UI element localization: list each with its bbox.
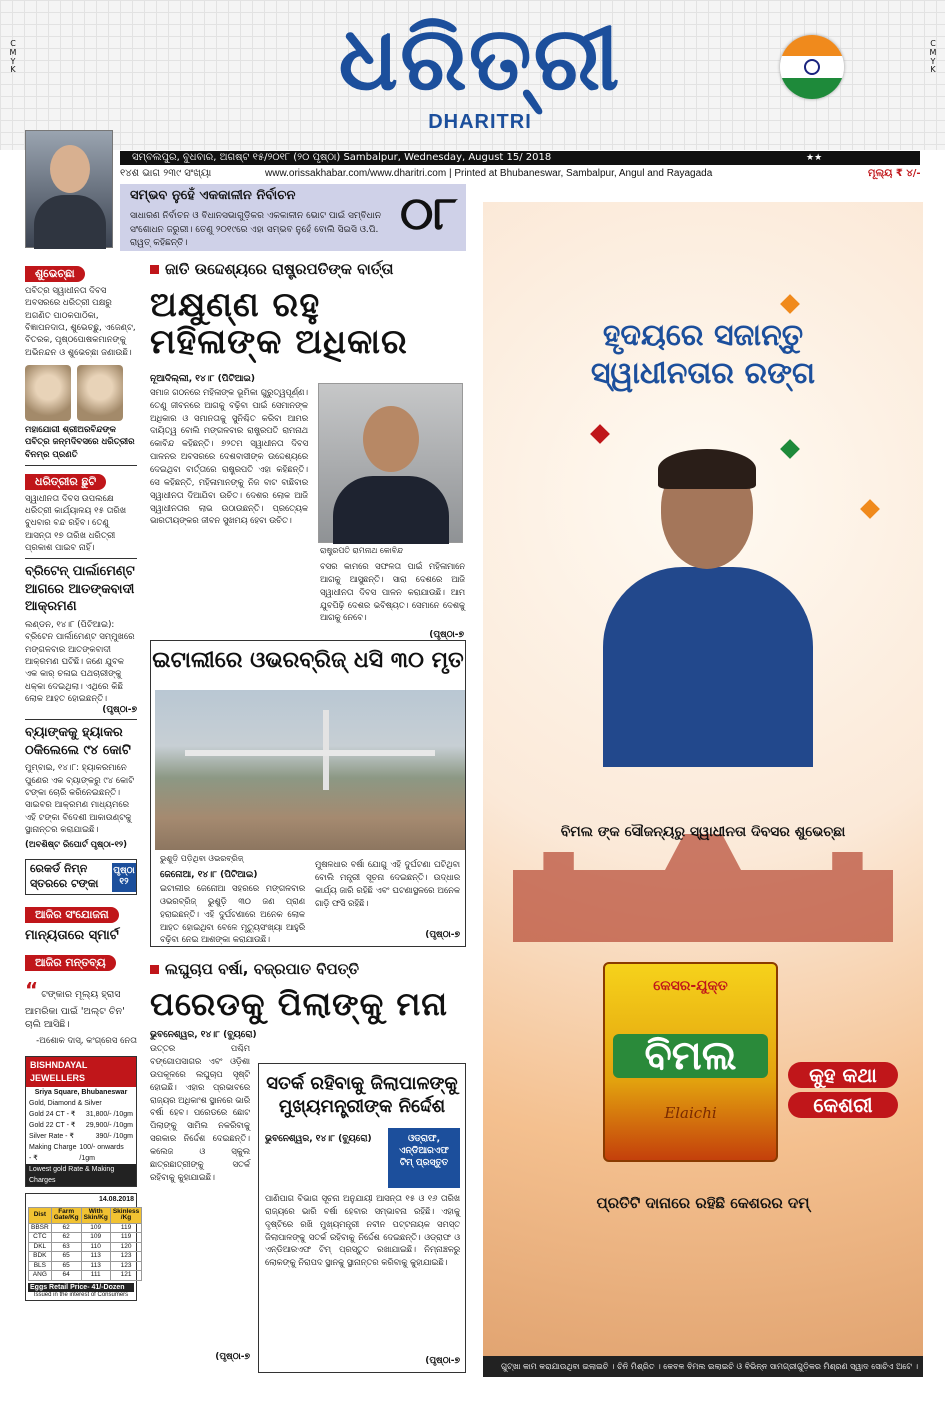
lead-continued[interactable]: (ପୃଷ୍ଠା-୭ xyxy=(429,630,464,640)
egg-price-cell: BDK xyxy=(29,1252,52,1262)
bank-hack-continued[interactable]: (ଅବଶିଷ୍ଟ ରିପୋର୍ଟ ପୃଷ୍ଠା-୧୨) xyxy=(25,840,127,851)
rupee-headline: ରେକର୍ଡ ନିମ୍ନ ସ୍ତରରେ ଟଙ୍କା xyxy=(30,862,99,891)
bank-hack-body: ମୁମ୍ବାଇ, ୧୪।୮: ହ୍ୟାକରମାନେ ପୁଣେର ଏକ ବ୍ୟାଙ୍କରୁ ୯୪ କୋଟି ଟଙ୍କା ଚୋରି କରିନେଇଛନ୍ତି। ସାଇବର ଆକ୍ରମଣ ମାଧ୍ୟମରେ ଏହି ଟଙ୍କା ବିଦେଶୀ ଆକାଉଣ୍ଟକୁ ସ୍ଥାନାନ୍ତର କରାଯାଇଛି। xyxy=(25,763,135,835)
egg-price-row xyxy=(29,1271,142,1281)
egg-price-cell: 109 xyxy=(81,1233,110,1243)
bridge-continued[interactable]: (ପୃଷ୍ଠା-୭ xyxy=(425,930,460,940)
lead-body: ସମାଜ ଗଠନରେ ମହିଳାଙ୍କ ଭୂମିକା ଗୁରୁତ୍ୱପୂର୍ଣ୍ଣ। ତେଣୁ ଜୀବନରେ ଆଗକୁ ବଢ଼ିବା ପାଇଁ ସେମାନଙ୍କ ଅଧିକାର ଓ ସମାନତାକୁ ସୁନିଶ୍ଚିତ କରିବା ଆମର ଦାୟିତ୍ୱ ବୋଲି ମଙ୍ଗଳବାର ରାଷ୍ଟ୍ରପତି ରାମନାଥ କୋବିନ୍ଦ କହିଛନ୍ତି। ୭୨ତମ ସ୍ୱାଧୀନତା ଦିବସ ପାଳନର ଅବସରରେ ଦେଶବାସୀଙ୍କ ଉଦ୍ଦେଶ୍ୟରେ ଦେଇଥିବା ବାର୍ତ୍ତାରେ ରାଷ୍ଟ୍ରପତି ଏହା କହିଛନ୍ତି। ସେ କହିଛନ୍ତି, ମହିଳାମାନଙ୍କୁ ନିଜ ବାଟ ବାଛିବାର ସ୍ୱାଧୀନତା ଦିଆଯିବା ଉଚିତ। ଦେଶର ଲୋକ ଆଜି ସ୍ୱାଧୀନତାର ଲାଭ ଉଠାଉଛନ୍ତି। ପ୍ରତ୍ୟେକ ଭାରତୀୟଙ୍କର ଜୀବନ ସୁଖମୟ ହେବା ଉଚିତ। xyxy=(150,386,308,526)
egg-price-row xyxy=(29,1233,142,1243)
red-fort-illustration xyxy=(513,822,893,942)
egg-price-cell: 64 xyxy=(51,1271,81,1281)
greeting-text: ପବିତ୍ର ସ୍ୱାଧୀନତା ଦିବସ ଅବସରରେ ଧରିତ୍ରୀ ପକ୍ଷରୁ ଅଗଣିତ ପାଠକପାଠିକା, ବିଜ୍ଞାପନଦାତା, ଶୁଭେଚ୍ଛୁ, ଏଜେଣ୍ଟ, ବିତରକ, ପୃଷ୍ଠପୋଷକମାନଙ୍କୁ ଅଭିନନ୍ଦନ ଓ ଶୁଭେଚ୍ଛା ଜଣାଉଛି। xyxy=(25,286,136,358)
egg-price-row xyxy=(29,1252,142,1262)
egg-col-header: With Skin/Kg xyxy=(81,1207,110,1223)
egg-price-cell: 113 xyxy=(81,1261,110,1271)
bank-hack-headline[interactable]: ବ୍ୟାଙ୍କକୁ ହ୍ୟାକର ଠକିଲେଲେ ୯୪ କୋଟି xyxy=(25,725,131,758)
cmyk-marks-top-right: C M Y K xyxy=(929,39,937,75)
kite-icon xyxy=(590,424,610,444)
bridge-headline[interactable]: ଇଟାଲୀରେ ଓଭରବ୍ରିଜ୍ ଧସି ୩୦ ମୃତ xyxy=(152,648,464,673)
rain-continued[interactable]: (ପୃଷ୍ଠା-୭ xyxy=(215,1352,250,1362)
holiday-tag: ଧରିତ୍ରୀର ଛୁଟି xyxy=(25,474,106,490)
gold-rate-row: Gold 22 CT - ₹ 29,900/- /10gm xyxy=(29,1121,133,1129)
kesar-badge: କୁହ କଥା କେଶରୀ xyxy=(788,1062,898,1122)
opinion-author: -ଅଶୋକ ଦାସ୍, କଂଗ୍ରେସ ନେତା xyxy=(36,1036,137,1047)
egg-price-cell: ANG xyxy=(29,1271,52,1281)
egg-price-cell: CTC xyxy=(29,1233,52,1243)
combination-headline[interactable]: ମାନ୍ୟତାରେ ସ୍ମାର୍ଟ xyxy=(25,928,119,944)
celebrity-photo xyxy=(603,457,813,767)
egg-price-cell: 123 xyxy=(110,1261,141,1271)
jeweller-address: Sriya Square, Bhubaneswar xyxy=(34,1088,128,1096)
egg-price-cell: 109 xyxy=(81,1223,110,1233)
egg-col-header: Dist xyxy=(29,1207,52,1223)
egg-price-cell: BBSR xyxy=(29,1223,52,1233)
newspaper-logo-latin: DHARITRI xyxy=(428,111,532,133)
dateline-bar: ସମ୍ବଲପୁର, ବୁଧବାର, ଅଗଷ୍ଟ ୧୫/୨୦୧୮ (୨୦ ପୃଷ୍ଠା) Sambalpur, Wednesday, August 15/ 2018 xyxy=(120,151,920,165)
lead-dateline: ନୂଆଦିଲ୍ଲୀ, ୧୪।୮ (ପିଟିଆଇ) xyxy=(150,373,256,384)
lead-kicker: ଜାତି ଉଦ୍ଦେଶ୍ୟରେ ରାଷ୍ଟ୍ରପତିଙ୍କ ବାର୍ତ୍ତା xyxy=(150,262,465,277)
egg-price-cell: 121 xyxy=(110,1271,141,1281)
president-caption: ରାଷ୍ଟ୍ରପତି ରାମନାଥ କୋବିନ୍ଦ xyxy=(320,546,404,555)
gold-rate-row: Silver Rate - ₹ 390/- /10gm xyxy=(29,1132,133,1140)
bridge-caption: ଭୁଶୁଡ଼ି ପଡ଼ିଥିବା ଓଭରବ୍ରିଜ୍ xyxy=(160,854,244,863)
pack-brand: ବିମଲ xyxy=(613,1034,768,1078)
teaser-headline: ସମ୍ଭବ ନୁହେଁ ଏକକାଳୀନ ନିର୍ବାଚନ xyxy=(130,188,296,203)
masthead xyxy=(0,0,945,150)
ad-wish-text: ବିମଲ ଙ୍କ ସୌଜନ୍ୟରୁ ସ୍ୱାଧୀନତା ଦିବସର ଶୁଭେଚ୍ଛା xyxy=(560,824,846,840)
egg-price-cell: 65 xyxy=(51,1261,81,1271)
jeweller-name: BISHNDAYAL JEWELLERS xyxy=(26,1057,136,1087)
president-photo xyxy=(318,383,463,543)
bridge-body: ଇଟାଲୀର ଜେନୋଆ ସହରରେ ମଙ୍ଗଳବାର ଓଭରବ୍ରିଜ୍ ଭୁଶୁଡ଼ି ୩୦ ଜଣ ପ୍ରାଣ ହରାଇଛନ୍ତି। ଏହି ଦୁର୍ଘଟଣାରେ ଅନେକ ଲୋକ ଆହତ ହୋଇଥିବା ବେଳେ ମୃତ୍ୟୁସଂଖ୍ୟା ଆହୁରି ବଢ଼ିବା ନେଇ ଆଶଙ୍କା କରାଯାଉଛି। xyxy=(160,883,305,945)
egg-price-cell: 113 xyxy=(81,1252,110,1262)
egg-footer-note: Issued in the interest of Consumers xyxy=(33,1291,129,1298)
lead-body-2: ବସର କାମରେ ସଫଳତା ପାଇଁ ମହିଳାମାନେ ଆଗକୁ ଆସୁଛନ୍ତି। ସାରା ଦେଶରେ ଆଜି ସ୍ୱାଧୀନତା ଦିବସ ପାଳନ କରାଯାଉଛି। ଆମ ଯୁବପିଢ଼ି ଦେଶର ଭବିଷ୍ୟତ। ସେମାନେ ଦେଶକୁ ଆଗକୁ ନେବେ। xyxy=(320,561,465,623)
cm-continued[interactable]: (ପୃଷ୍ଠା-୭ xyxy=(425,1356,460,1366)
egg-col-header: Farm Gate/Kg xyxy=(51,1207,81,1223)
india-flag-icon xyxy=(780,35,844,99)
bridge-dateline: ଜେନୋଆ, ୧୪।୮ (ପିଟିଆଇ) xyxy=(160,870,258,880)
egg-price-cell: 63 xyxy=(51,1242,81,1252)
cmyk-marks-top-left: C M Y K xyxy=(9,39,17,75)
cm-body: ପାଣିପାଗ ବିଭାଗ ସୂଚନା ଅନୁଯାୟୀ ଆସନ୍ତା ୧୫ ଓ ୧୬ ତାରିଖ ରାଜ୍ୟରେ ଭାରି ବର୍ଷା ହେବାର ସମ୍ଭାବନା ରହିଛି। ଏହାକୁ ଦୃଷ୍ଟିରେ ରଖି ମୁଖ୍ୟମନ୍ତ୍ରୀ ନବୀନ ପଟ୍ଟନାୟକ ସମସ୍ତ ଜିଲାପାଳଙ୍କୁ ସତର୍କ ରହିବାକୁ ନିର୍ଦ୍ଦେଶ ଦେଇଛନ୍ତି। ଓଡ୍ରାଫ ଓ ଏନ୍‌ଡିଆରଏଫ ଟିମ୍ ପ୍ରସ୍ତୁତ ରଖାଯାଇଛି। ନିମ୍ନାଞ୍ଚଳରୁ ଲୋକଙ୍କୁ ନିରାପଦ ସ୍ଥାନକୁ ସ୍ଥାନାନ୍ତର କରିବାକୁ କୁହାଯାଇଛି। xyxy=(265,1193,460,1268)
issue-number: ୧୪ଶ ଭାଗ ୨୩୯ ସଂଖ୍ୟା xyxy=(120,168,212,179)
egg-price-cell: 62 xyxy=(51,1233,81,1243)
vimal-pack xyxy=(603,962,778,1162)
uk-attack-body: ଲଣ୍ଡନ, ୧୪।୮ (ପିଟିଆଇ): ବ୍ରିଟେନ ପାର୍ଲାମେଣ୍ଟ ସମ୍ମୁଖରେ ମଙ୍ଗଳବାର ଆତଙ୍କବାଦୀ ଆକ୍ରମଣ ଘଟିଛି। ଜଣେ ଯୁବକ ଏକ କାର୍ ଚଳାଇ ପଥଚାରୀଙ୍କୁ ଧକ୍କା ଦେଇଥିଲା। ଏଥିରେ କିଛି ଲୋକ ଆହତ ହୋଇଛନ୍ତି। xyxy=(25,620,135,704)
combination-tag: ଆଜିର ସଂଯୋଜନା xyxy=(25,907,119,923)
pack-tagline: କେସର-ଯୁକ୍ତ xyxy=(653,978,728,994)
egg-price-cell: 62 xyxy=(51,1223,81,1233)
kite-icon xyxy=(780,439,800,459)
quote-icon: “ xyxy=(25,977,39,1002)
rain-dateline: ଭୁବନେଶ୍ୱର, ୧୪।୮ (ବ୍ୟୁରୋ) xyxy=(150,1030,257,1041)
greeting-tag: ଶୁଭେଚ୍ଛା xyxy=(25,266,85,282)
rain-body: ଉତ୍ତର ପଶ୍ଚିମ ବଙ୍ଗୋପସାଗର ଏବଂ ଓଡ଼ିଶା ଉପକୂଳରେ ଲଘୁଚାପ ସୃଷ୍ଟି ହୋଇଛି। ଏହାର ପ୍ରଭାବରେ ରାଜ୍ୟର ଅଧିକାଂଶ ସ୍ଥାନରେ ଭାରି ବର୍ଷା ହେବ। ପରେଡରେ ଛୋଟ ପିଲାଙ୍କୁ ସାମିଲ ନକରିବାକୁ ସରକାର ନିର୍ଦ୍ଦେଶ ଦେଇଛନ୍ତି। କଲେଜ ଓ ସ୍କୁଲ ଛାତ୍ରଛାତ୍ରୀଙ୍କୁ ସତର୍କ ରହିବାକୁ କୁହାଯାଇଛି। xyxy=(150,1043,250,1182)
lead-headline[interactable]: ଅକ୍ଷୁଣ୍ଣ ରହୁ ମହିଳାଙ୍କ ଅଧିକାର xyxy=(150,285,408,363)
odraf-info-box: ଓଡ୍ରାଫ, ଏନ୍‌ଡିଆରଏଫ ଟିମ୍ ପ୍ରସ୍ତୁତ xyxy=(388,1128,460,1188)
editor-photo xyxy=(25,130,113,248)
website-line: www.orissakhabar.com/www.dharitri.com | Printed at Bhubaneswar, Sambalpur, Angul and Rayagada xyxy=(265,168,713,179)
pack-variant: Elaichi xyxy=(664,1104,717,1122)
egg-price-cell: DKL xyxy=(29,1242,52,1252)
egg-price-row xyxy=(29,1223,142,1233)
edition-stars: ★★ xyxy=(806,153,823,163)
rain-kicker: ଲଘୁଚାପ ବର୍ଷା, ବଜ୍ରପାତ ବିପତ୍ତି xyxy=(150,962,465,977)
gold-rate-row: Making Charge - ₹ 100/- onwards /1gm xyxy=(29,1143,124,1162)
kite-icon xyxy=(860,499,880,519)
ad-headline: ହୃଦୟରେ ସଜାନ୍ତୁ ସ୍ୱାଧୀନତାର ରଙ୍ଗ xyxy=(590,318,816,391)
egg-price-table xyxy=(28,1207,142,1281)
rupee-box[interactable] xyxy=(25,859,137,895)
opinion-quote: “ ଟଙ୍କାର ମୂଲ୍ୟ ହ୍ରାସ ଆମରିକା ପାଇଁ 'ଅଲ୍ଟ ଚିନ' ଚାଲି ଆସିଛି। xyxy=(25,977,125,1031)
left-rail xyxy=(25,262,140,1301)
egg-price-box xyxy=(25,1193,140,1301)
bridge-photo xyxy=(155,690,465,850)
egg-footer: Eggs Retail Price- 41/-Dozen xyxy=(28,1283,134,1292)
gold-rate-row: Gold, Diamond & Silver xyxy=(29,1099,102,1107)
egg-price-row xyxy=(29,1261,142,1271)
gold-note: Lowest gold Rate & Making Charges xyxy=(26,1164,136,1186)
gold-rate-box xyxy=(25,1056,137,1187)
egg-price-cell: 119 xyxy=(110,1223,141,1233)
gold-rate-row: Gold 24 CT - ₹ 31,800/- /10gm xyxy=(29,1110,133,1118)
newspaper-logo: ଧରିତ୍ରୀ xyxy=(338,6,622,110)
uk-attack-headline[interactable]: ବ୍ରିଟେନ୍ ପାର୍ଲାମେଣ୍ଟ ଆଗରେ ଆତଙ୍କବାଦୀ ଆକ୍ରମଣ xyxy=(25,564,135,615)
cm-dateline: ଭୁବନେଶ୍ୱର, ୧୪।୮ (ବ୍ୟୁରୋ) xyxy=(265,1134,372,1144)
rain-headline[interactable]: ପରେଡକୁ ପିଲାଙ୍କୁ ମନା xyxy=(150,985,449,1023)
opinion-tag: ଆଜିର ମନ୍ତବ୍ୟ xyxy=(25,955,116,971)
bridge-body-2: ମୁଷଳଧାର ବର୍ଷା ଯୋଗୁ ଏହି ଦୁର୍ଘଟଣା ଘଟିଥିବା ବୋଲି ମନ୍ତ୍ରୀ ସୂଚନା ଦେଇଛନ୍ତି। ଉଦ୍ଧାର କାର୍ଯ୍ୟ ଜାରି ରହିଛି ଏବଂ ଘଟଣାସ୍ଥଳରେ ଅନେକ ଗାଡ଼ି ଫସି ରହିଛି। xyxy=(315,859,460,908)
price: ମୂଲ୍ୟ ₹ ୪/- xyxy=(868,168,921,179)
sri-aurobindo-photos xyxy=(25,365,137,421)
uk-attack-continued[interactable]: (ପୃଷ୍ଠା-୭ xyxy=(102,705,137,716)
egg-price-cell: BLS xyxy=(29,1261,52,1271)
egg-price-cell: 111 xyxy=(81,1271,110,1281)
egg-price-cell: 123 xyxy=(110,1252,141,1262)
teaser-body: ସାଧାରଣ ନିର୍ବାଚନ ଓ ବିଧାନସଭାଗୁଡ଼ିକର ଏକକାଳୀନ ଭୋଟ ପାଇଁ ସମ୍ବିଧାନ ସଂଶୋଧନ ଜରୁରୀ। ତେଣୁ ୨୦୧୯ରେ ଏହା ସମ୍ଭବ ନୁହେଁ ବୋଲି ସିଇସି ଓ.ପି. ରାୱତ୍ କହିଛନ୍ତି। xyxy=(130,211,382,248)
egg-price-cell: 65 xyxy=(51,1252,81,1262)
egg-price-cell: 110 xyxy=(81,1242,110,1252)
ad-slogan: ପ୍ରତିଟି ଦାନାରେ ରହିଛି କେଶରର ଦମ୍ xyxy=(596,1194,810,1212)
egg-price-cell: 119 xyxy=(110,1233,141,1243)
egg-col-header: Skinless /Kg xyxy=(110,1207,141,1223)
vimal-advertisement[interactable] xyxy=(483,202,923,1377)
teaser-page-number: ୦୮ xyxy=(400,186,458,240)
kite-icon xyxy=(780,294,800,314)
aurobindo-caption: ମହାଯୋଗୀ ଶ୍ରୀଅରବିନ୍ଦଙ୍କ ପବିତ୍ର ଜନ୍ମଦିବସରେ ଧରିତ୍ରୀର ବିନମ୍ର ପ୍ରଣତି xyxy=(25,424,135,460)
egg-price-row xyxy=(29,1242,142,1252)
cm-headline[interactable]: ସତର୍କ ରହିବାକୁ ଜିଲାପାଳଙ୍କୁ ମୁଖ୍ୟମନ୍ତ୍ରୀଙ୍କ ନିର୍ଦ୍ଦେଶ xyxy=(266,1073,458,1118)
ad-disclaimer: ଗୁଟ୍ଖା କାମ କରାଯାଉଥିବା ଇଲାଇଚି । ଚିନି ମିଶ୍ରିତ । କେବଳ ବିମଲ ଇଲାଇଚି ଓ ବିଭିନ୍ନ ସାମଗ୍ରୀଗୁଡ଼ିକର ମିଶ୍ରଣ ସ୍ୱାଦ ସୋଚିଏ ଅଟେ । xyxy=(483,1356,923,1377)
holiday-text: ସ୍ୱାଧୀନତା ଦିବସ ଉପଲକ୍ଷେ ଧରିତ୍ରୀ କାର୍ଯ୍ୟାଳୟ ୧୫ ତାରିଖ ବୁଧବାର ବନ୍ଦ ରହିବ। ତେଣୁ ଆସନ୍ତା ୧୭ ତାରିଖ ଧରିତ୍ରୀ ପ୍ରକାଶ ପାଇବ ନାହିଁ। xyxy=(25,493,127,554)
egg-date: 14.08.2018 xyxy=(98,1195,134,1203)
rupee-page: ପୃଷ୍ଠା ୧୨ xyxy=(112,863,136,892)
egg-price-cell: 120 xyxy=(110,1242,141,1252)
